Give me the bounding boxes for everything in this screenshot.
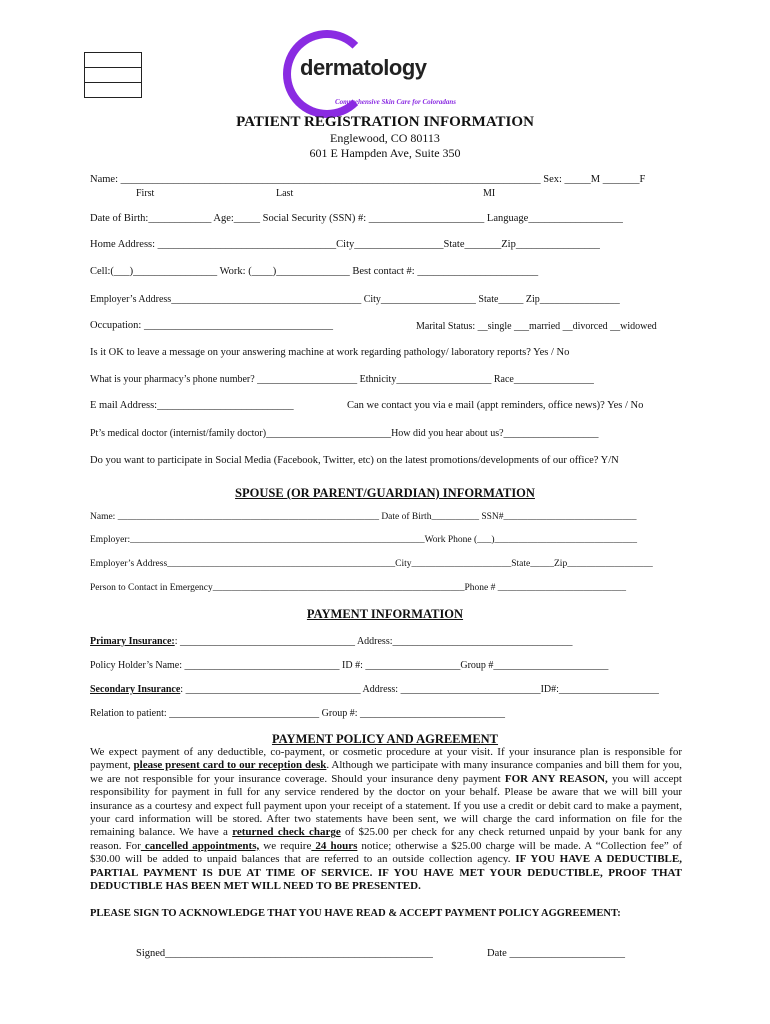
dob-field[interactable]: Date of Birth:____________ Age:_____ Social Security (SSN) #: ______________________ Language__________________ (90, 213, 623, 224)
office-city: Englewood, CO 80113 (330, 131, 440, 145)
policy-text-4: of $25.00 per check for any check returned unpaid by your bank for any reason. For (90, 826, 682, 852)
primary-insurance-field[interactable] (90, 636, 573, 647)
policy-present-card: please present card to our reception desk (133, 759, 327, 772)
relation-field[interactable]: Relation to patient: ______________________________ Group #: _____________________________ (90, 708, 505, 719)
email-field[interactable]: E mail Address:__________________________ (90, 400, 294, 411)
payment-section-title: PAYMENT INFORMATION (306, 607, 464, 621)
policy-holder-field[interactable]: Policy Holder’s Name: _______________________________ ID #: ___________________Group #_______________________ (90, 660, 609, 671)
policy-returned-check: returned check charge (232, 826, 341, 839)
spouse-employer-field[interactable]: Employer:______________________________________________________________Work Phone (___)______________________________ (90, 535, 638, 545)
spouse-employer-address-field[interactable]: Employer’s Address________________________________________________City_____________________State_____Zip__________________ (90, 559, 653, 569)
spouse-name-field[interactable]: Name: _______________________________________________________ Date of Birth__________ SSN#____________________________ (90, 512, 637, 522)
occupation-field[interactable]: Occupation: ____________________________________ (90, 320, 333, 331)
office-street: 601 E Hampden Ave, Suite 350 (309, 146, 461, 160)
primary-insurance-rest: : ___________________________________ Address:____________________________________ (174, 636, 573, 647)
policy-text-2: . Although we participate with many insurance companies and bill them for you, we are not responsible for your insurance coverage. Should your insurance deny payment (90, 759, 682, 785)
policy-text-1: We expect payment of any deductible, co-payment, or cosmetic procedure at your visit. If your insurance plan is responsible for payment, (90, 746, 682, 772)
policy-cancelled-appointments: cancelled appointments, (140, 839, 260, 852)
office-box-3 (84, 82, 142, 98)
secondary-insurance-field[interactable] (90, 684, 659, 695)
acknowledge-text: PLEASE SIGN TO ACKNOWLEDGE THAT YOU HAVE READ & ACCEPT PAYMENT POLICY AGGREEMENT: (90, 908, 621, 919)
pharmacy-field[interactable]: What is your pharmacy’s phone number? ____________________ Ethnicity___________________ Race________________ (90, 374, 594, 385)
policy-deductible-notice: IF YOU HAVE A DEDUCTIBLE, PARTIAL PAYMENT IS DUE AT TIME OF SERVICE. IF YOU HAVE MET YOUR DEDUCTIBLE, PROOF THAT DEDUCTIBLE HAS BEEN MET WILL NEED TO BE PRESENTED. (90, 853, 682, 893)
date-field[interactable]: Date ______________________ (487, 948, 625, 959)
primary-insurance-label: Primary Insurance: (90, 636, 175, 647)
logo-brand: dermatology (300, 55, 427, 80)
policy-section-title: PAYMENT POLICY AND AGREEMENT (271, 732, 499, 746)
policy-24-hours: 24 hours (311, 839, 358, 852)
form-title: PATIENT REGISTRATION INFORMATION (236, 114, 534, 130)
logo-tagline: Comprehensive Skin Care for Coloradans (335, 98, 456, 106)
signature-field[interactable]: Signed___________________________________________________ (136, 948, 433, 959)
message-permission-field[interactable]: Is it OK to leave a message on your answering machine at work regarding pathology/ laboratory reports? Yes / No (90, 347, 570, 358)
office-box-2 (84, 67, 142, 82)
emergency-contact-field[interactable]: Person to Contact in Emergency_____________________________________________________Phone # ___________________________ (90, 583, 627, 593)
employer-address-field[interactable]: Employer’s Address______________________________________ City___________________ State_____ Zip________________ (90, 294, 620, 305)
spouse-section-title: SPOUSE (OR PARENT/GUARDIAN) INFORMATION (235, 486, 535, 500)
office-use-boxes (84, 52, 142, 98)
name-sub-first: First (136, 188, 155, 199)
policy-text-6: notice; otherwise a $25.00 charge will be made. A “Collection fee” of $30.00 will be added to unpaid balances that are referred to an outside collection agency. (90, 839, 683, 866)
email-contact-field[interactable]: Can we contact you via e mail (appt reminders, office news)? Yes / No (347, 400, 644, 411)
office-box-1 (84, 52, 142, 67)
secondary-insurance-label: Secondary Insurance (90, 684, 181, 695)
policy-text (90, 746, 682, 893)
patient-name-field[interactable]: Name: ________________________________________________________________________________ Sex: _____M _______F (90, 174, 646, 185)
secondary-insurance-rest: : ___________________________________ Address: ____________________________ID#:____________________ (180, 684, 659, 695)
policy-text-5: we require (259, 839, 312, 852)
social-media-field[interactable]: Do you want to participate in Social Media (Facebook, Twitter, etc) on the latest promotions/developments of our office? Y/N (90, 455, 619, 466)
cell-field[interactable]: Cell:(___)________________ Work: (____)______________ Best contact #: _______________________ (90, 266, 539, 277)
name-sub-last: Last (276, 188, 294, 199)
policy-any-reason: FOR ANY REASON, (504, 772, 608, 785)
name-sub-mi: MI (483, 188, 496, 199)
doctor-field[interactable]: Pt’s medical doctor (internist/family doctor)_________________________How did you hear about us?___________________ (90, 428, 599, 439)
home-address-field[interactable]: Home Address: __________________________________City_________________State_______Zip________________ (90, 239, 600, 250)
marital-status-field[interactable]: Marital Status: __single ___married __divorced __widowed (416, 321, 657, 332)
policy-text-3: you will accept responsibility for payment in full for any service rendered by the doctor on your behalf. Please be aware that we will bill your insurance as a courtesy and expect full payment upon your receipt of a statement. If you use a credit or debit card to make a payment, your card information will be stored. After two statements have been sent, we will charge the card information on file for the remaining balance. We have a (90, 772, 682, 839)
